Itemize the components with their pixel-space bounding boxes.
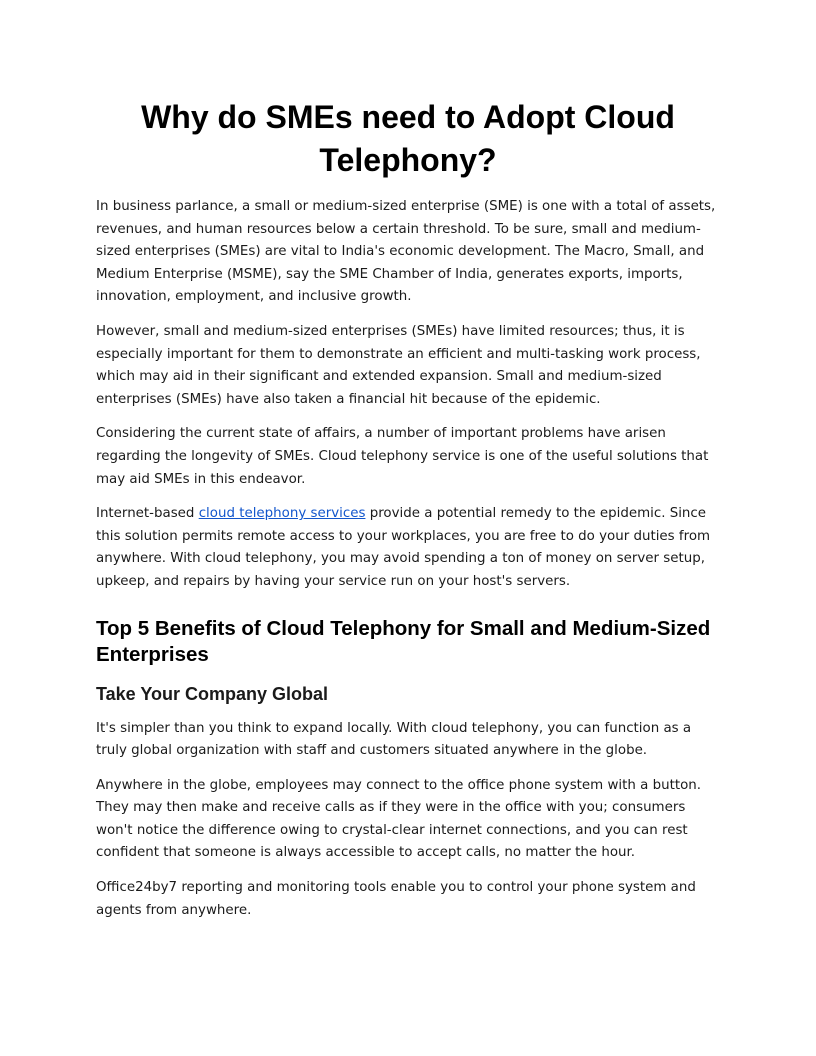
document-page [96, 96, 720, 934]
cloud-telephony-services-link[interactable]: cloud telephony services [198, 506, 366, 522]
employees-connect-paragraph: Anywhere in the globe, employees may connect to the office phone system with a button. They may then make and receive calls as if they were in the office with you; consumers won't notice the difference owing to crystal-clear internet connections, and you can rest confident that someone is always accessible to accept calls, no matter the hour. [96, 777, 702, 861]
link-paragraph-before: Internet-based [96, 506, 199, 522]
limited-resources-paragraph: However, small and medium-sized enterprises (SMEs) have limited resources; thus, it is especially important for them to demonstrate an efficient and multi-tasking work process, which may aid in their significant and extended expansion. Small and medium-sized enterprises (SMEs) have also taken a financial hit because of the epidemic. [96, 323, 701, 407]
benefits-section-heading: Top 5 Benefits of Cloud Telephony for Small and Medium-Sized Enterprises [96, 616, 711, 666]
global-subsection-heading: Take Your Company Global [96, 683, 329, 704]
reporting-tools-paragraph: Office24by7 reporting and monitoring tools enable you to control your phone system and agents from anywhere. [96, 880, 696, 918]
current-state-paragraph: Considering the current state of affairs, a number of important problems have arisen regarding the longevity of SMEs. Cloud telephony service is one of the useful solutions that may aid SMEs in this endeavor. [96, 426, 709, 487]
expand-paragraph: It's simpler than you think to expand locally. With cloud telephony, you can function as a truly global organization with staff and customers situated anywhere in the globe. [96, 720, 692, 759]
internet-based-paragraph [96, 503, 720, 593]
intro-paragraph: In business parlance, a small or medium-sized enterprise (SME) is one with a total of assets, revenues, and human resources below a certain threshold. To be sure, small and medium-sized enterprises (SMEs) are vital to India's economic development. The Macro, Small, and Medium Enterprise (MSME), say the SME Chamber of India, generates exports, imports, innovation, employment, and inclusive growth. [96, 199, 716, 305]
link-paragraph-after: provide a potential remedy to the epidemic. Since this solution permits remote access to your workplaces, you are free to do your duties from anywhere. With cloud telephony, you may avoid spending a ton of money on server setup, upkeep, and repairs by having your service run on your host's servers. [96, 506, 711, 589]
document-title: Why do SMEs need to Adopt Cloud Telephony? [141, 99, 675, 178]
